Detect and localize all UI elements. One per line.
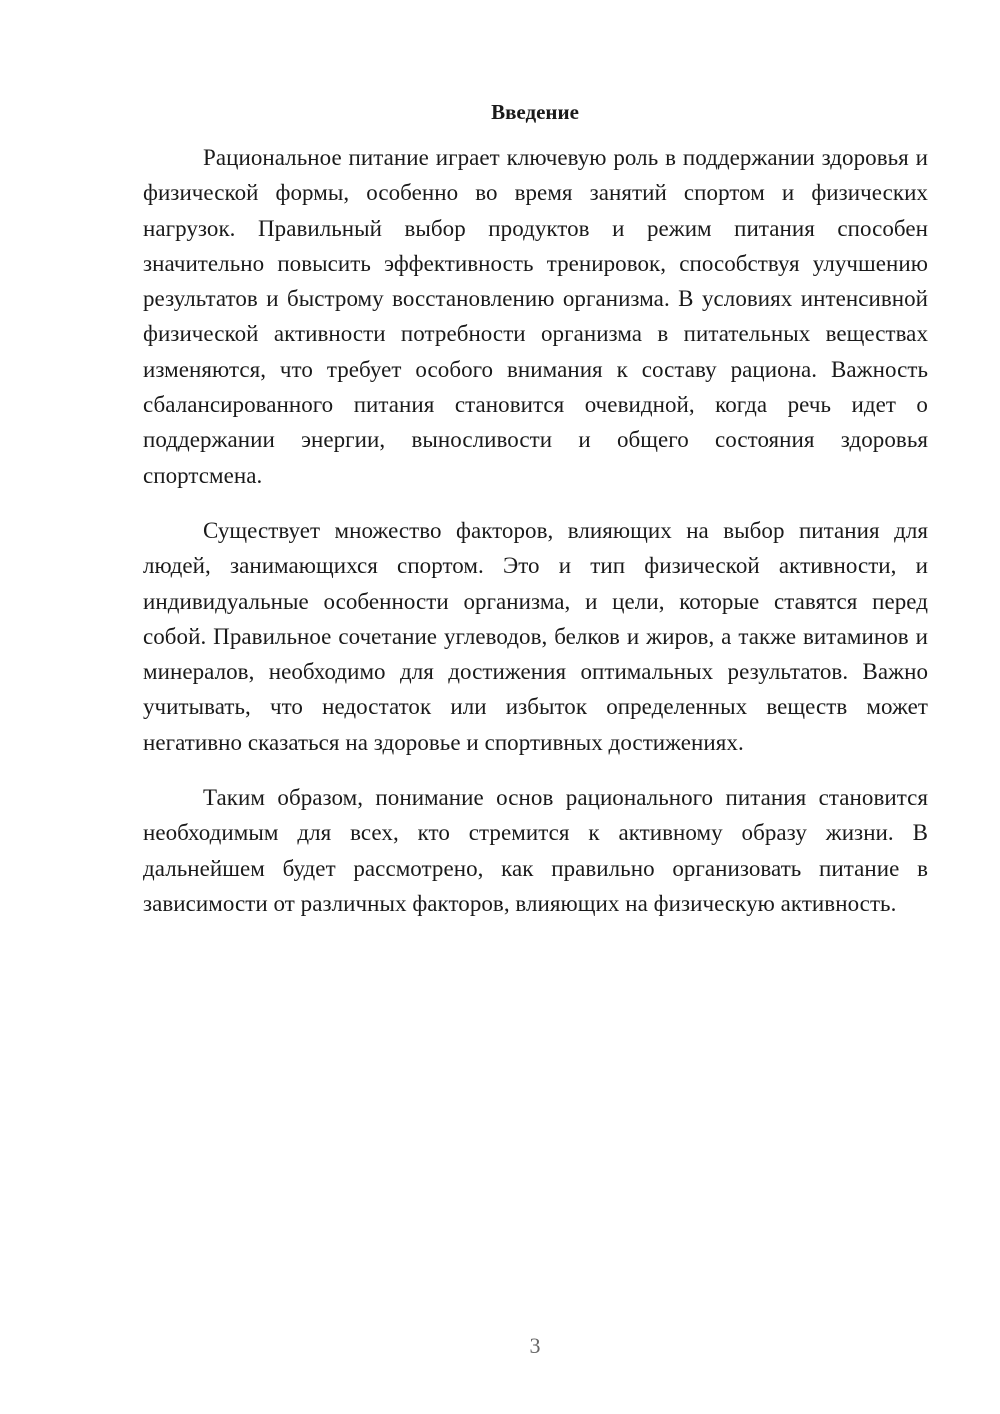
paragraph-2: Существует множество факторов, влияющих на выбор питания для людей, занимающихся спортом. Это и тип физической активности, и индивидуальные особенности организма, и цели, которые ставятся перед собой. Правильное сочетание углеводов, белков и жиров, а также витаминов и минералов, необходимо для достижения оптимальных результатов. Важно учитывать, что недостаток или избыток определенных веществ может негативно сказаться на здоровье и спортивных достижениях.	[143, 517, 928, 755]
page-title: Введение	[491, 100, 579, 124]
paragraph-1: Рациональное питание играет ключевую роль в поддержании здоровья и физической формы, особенно во время занятий спортом и физических нагрузок. Правильный выбор продуктов и режим питания способен значительно повысить эффективность тренировок, способствуя улучшению результатов и быстрому восстановлению организма. В условиях интенсивной физической активности потребности организма в питательных веществах изменяются, что требует особого внимания к составу рациона. Важность сбалансированного питания становится очевидной, когда речь идет о поддержании энергии, выносливости и общего состояния здоровья спортсмена.	[143, 145, 928, 488]
document-body	[143, 140, 928, 941]
page-number: 3	[529, 1333, 541, 1358]
paragraph-3: Таким образом, понимание основ рационального питания становится необходимым для всех, кто стремится к активному образу жизни. В дальнейшем будет рассмотрено, как правильно организовать питание в зависимости от различных факторов, влияющих на физическую активность.	[143, 785, 928, 916]
